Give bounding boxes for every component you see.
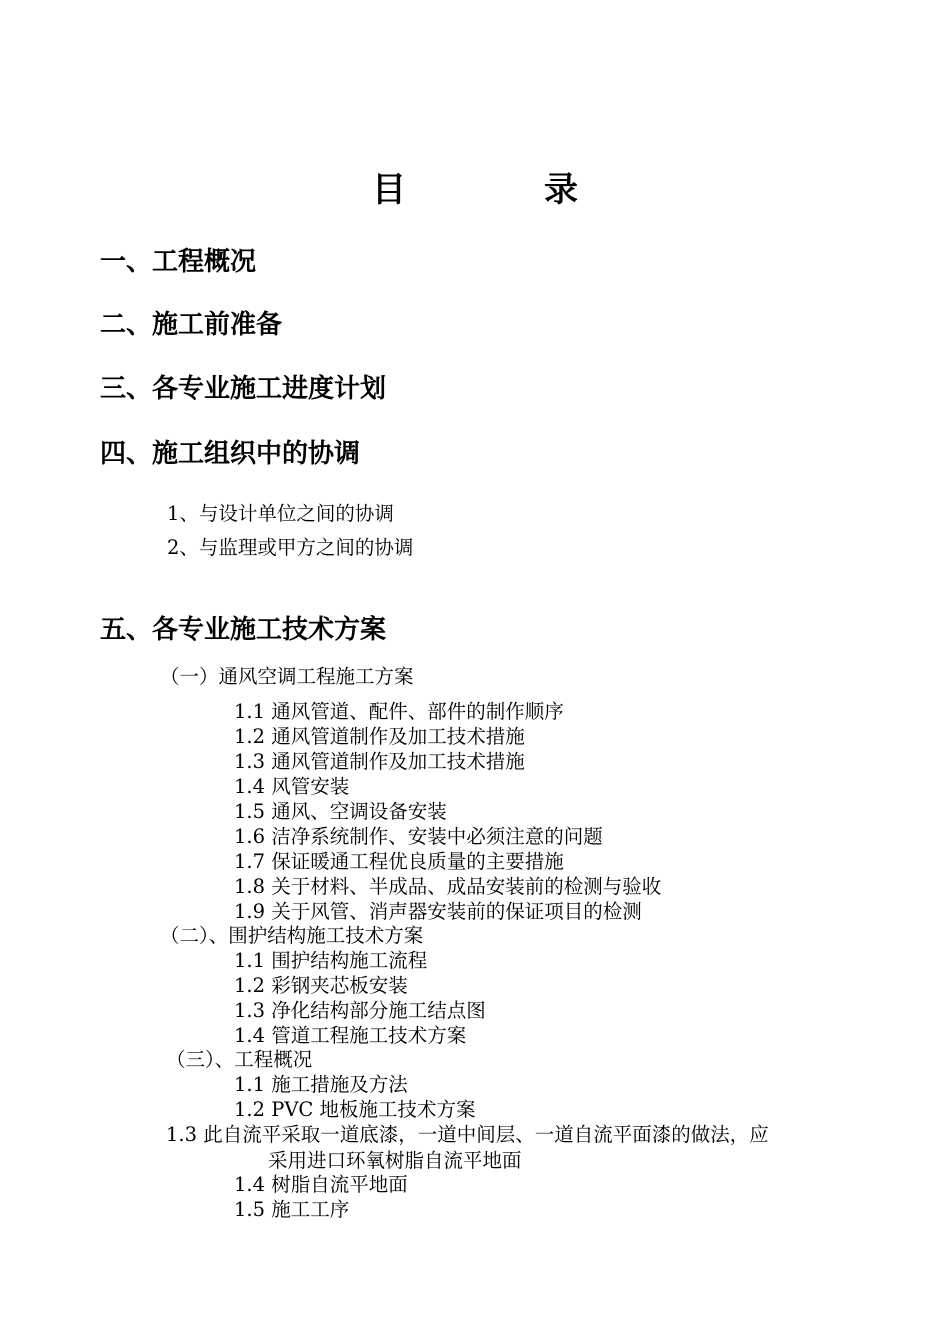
subsection-heading-2: （二）、围护结构施工技术方案 (160, 924, 424, 947)
toc-item: 1.5 通风、空调设备安装 (234, 800, 447, 823)
section-heading-3: 三、各专业施工进度计划 (100, 374, 387, 404)
toc-item-long-line1: 1.3 此自流平采取一道底漆，一道中间层、一道自流平面漆的做法，应 (166, 1123, 769, 1146)
toc-item: 1.4 树脂自流平地面 (234, 1173, 408, 1196)
toc-item: 1、与设计单位之间的协调 (167, 502, 394, 525)
toc-item: 1.8 关于材料、半成品、成品安装前的检测与验收 (234, 875, 662, 898)
section-heading-1: 一、工程概况 (100, 247, 257, 277)
section-heading-2: 二、施工前准备 (100, 310, 283, 340)
toc-item: 1.1 围护结构施工流程 (234, 949, 428, 972)
subsection-heading-1: （一）通风空调工程施工方案 (160, 665, 414, 688)
toc-item: 1.3 净化结构部分施工结点图 (234, 999, 486, 1022)
subsection-heading-3: （三）、工程概况 (166, 1048, 313, 1071)
toc-item: 1.2 彩钢夹芯板安装 (234, 974, 408, 997)
toc-item: 2、与监理或甲方之间的协调 (167, 536, 414, 559)
toc-item: 1.3 通风管道制作及加工技术措施 (234, 750, 525, 773)
section-heading-4: 四、施工组织中的协调 (100, 439, 361, 469)
toc-item-long (166, 1122, 856, 1174)
page-title: 目 录 (372, 170, 630, 210)
toc-item: 1.7 保证暖通工程优良质量的主要措施 (234, 850, 564, 873)
toc-item: 1.1 施工措施及方法 (234, 1073, 408, 1096)
toc-item-long-line2: 采用进口环氧树脂自流平地面 (268, 1149, 522, 1172)
toc-item: 1.6 洁净系统制作、安装中必须注意的问题 (234, 825, 603, 848)
toc-item: 1.2 PVC 地板施工技术方案 (234, 1098, 476, 1121)
toc-item: 1.4 管道工程施工技术方案 (234, 1024, 467, 1047)
section-heading-5: 五、各专业施工技术方案 (100, 615, 387, 645)
toc-item: 1.1 通风管道、配件、部件的制作顺序 (234, 700, 564, 723)
toc-item: 1.5 施工工序 (234, 1198, 350, 1221)
toc-item: 1.4 风管安装 (234, 775, 350, 798)
toc-item: 1.2 通风管道制作及加工技术措施 (234, 725, 525, 748)
toc-item: 1.9 关于风管、消声器安装前的保证项目的检测 (234, 900, 642, 923)
